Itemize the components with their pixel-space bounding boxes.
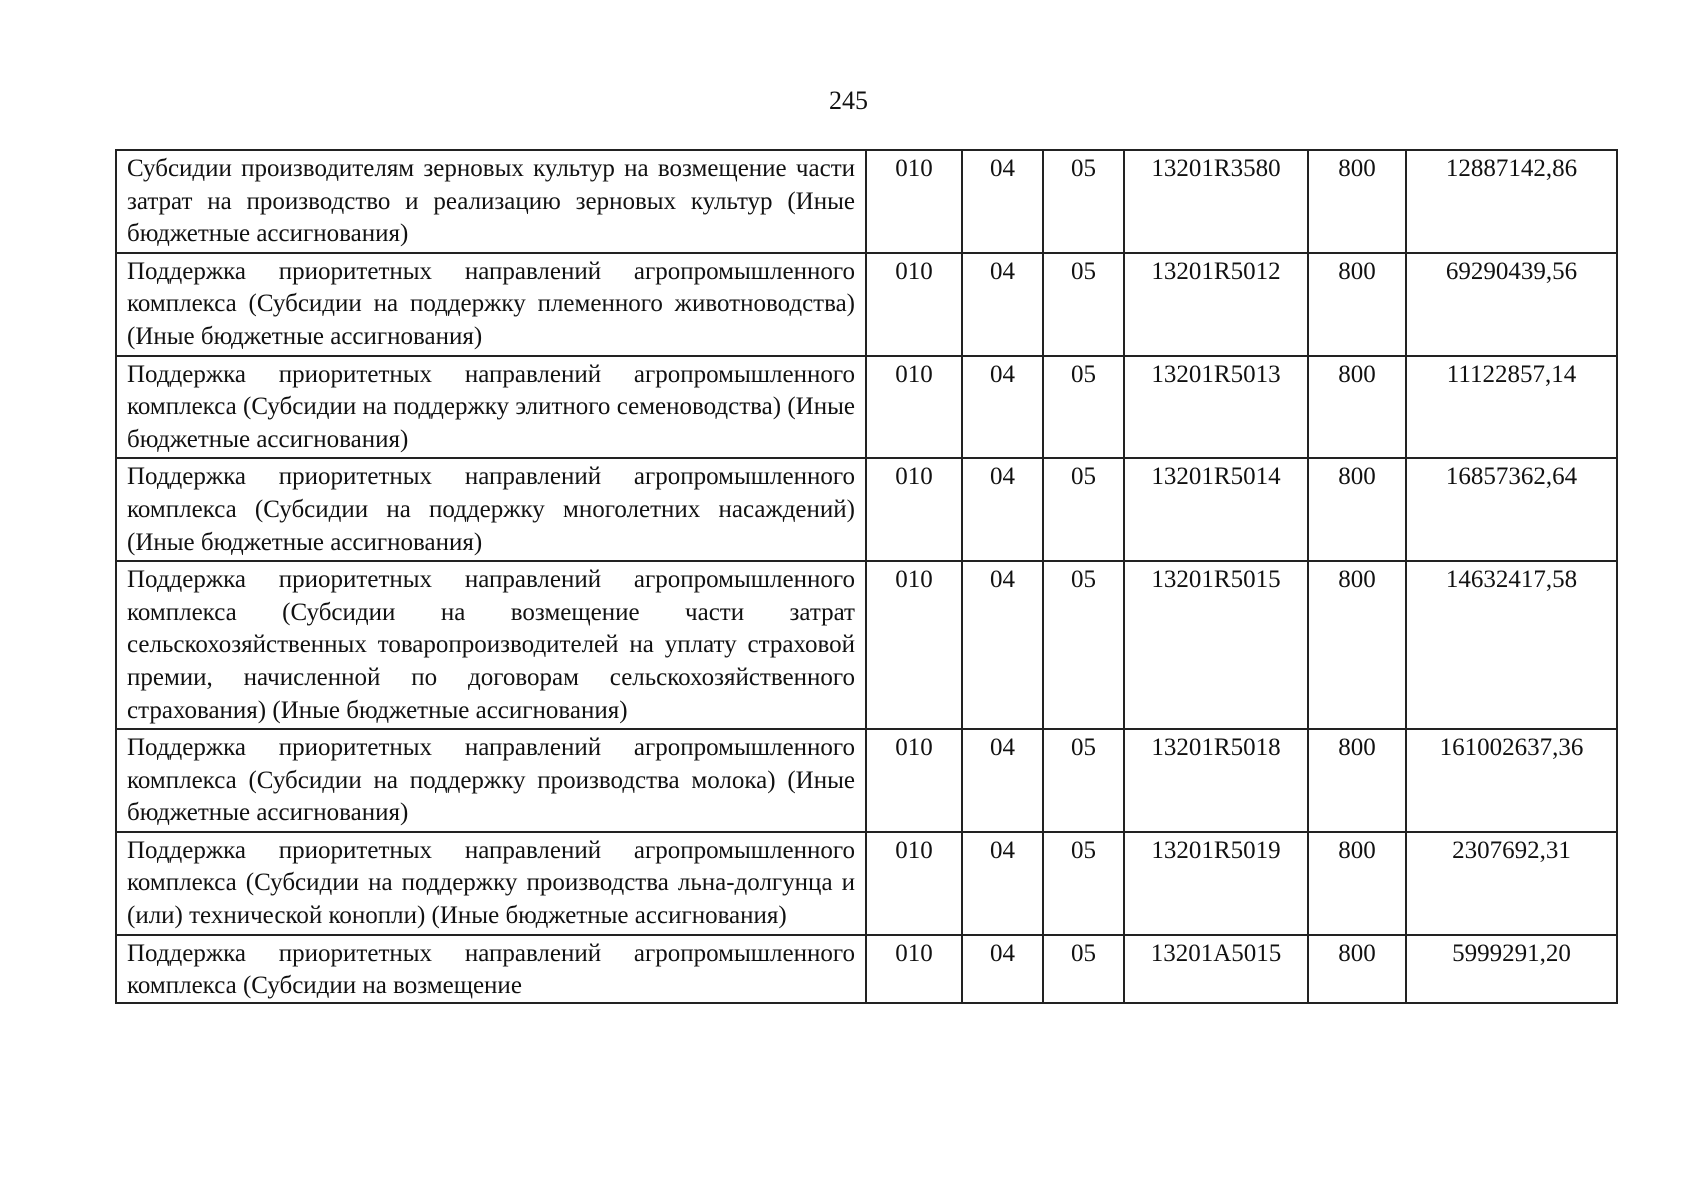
row-csr-code: 13201R5012 xyxy=(1124,253,1308,356)
row-vr-code: 800 xyxy=(1308,935,1406,1003)
row-gr-code: 010 xyxy=(866,935,962,1003)
row-csr-code: 13201R5019 xyxy=(1124,832,1308,935)
row-csr-code: 13201R5014 xyxy=(1124,458,1308,561)
row-description-text: Поддержка приоритетных направлений агропромышленного комплекса (Субсидии на возмещение xyxy=(127,939,855,1000)
row-sum: 2307692,31 xyxy=(1406,832,1617,935)
row-rz-code: 04 xyxy=(962,253,1043,356)
row-sum: 14632417,58 xyxy=(1406,561,1617,729)
row-vr-code: 800 xyxy=(1308,253,1406,356)
row-sum: 69290439,56 xyxy=(1406,253,1617,356)
row-rz-code: 04 xyxy=(962,356,1043,459)
row-csr-code: 13201A5015 xyxy=(1124,935,1308,1003)
row-vr-code: 800 xyxy=(1308,729,1406,832)
budget-table xyxy=(115,149,1618,1004)
row-description: Поддержка приоритетных направлений агропромышленного комплекса (Субсидии на поддержку многолетних насаждений) (Иные бюджетные ассигнования) xyxy=(116,458,866,561)
row-csr-code: 13201R5015 xyxy=(1124,561,1308,729)
row-description: Поддержка приоритетных направлений агропромышленного комплекса (Субсидии на поддержку элитного семеноводства) (Иные бюджетные ассигнования) xyxy=(116,356,866,459)
row-sum: 5999291,20 xyxy=(1406,935,1617,1003)
row-pr-code: 05 xyxy=(1043,832,1124,935)
row-csr-code: 13201R5018 xyxy=(1124,729,1308,832)
table-row xyxy=(116,253,1617,356)
row-sum: 161002637,36 xyxy=(1406,729,1617,832)
row-gr-code: 010 xyxy=(866,832,962,935)
row-gr-code: 010 xyxy=(866,150,962,253)
row-rz-code: 04 xyxy=(962,561,1043,729)
table-row xyxy=(116,150,1617,253)
row-pr-code: 05 xyxy=(1043,458,1124,561)
row-pr-code: 05 xyxy=(1043,150,1124,253)
row-description: Поддержка приоритетных направлений агропромышленного комплекса (Субсидии на поддержку производства молока) (Иные бюджетные ассигнования) xyxy=(116,729,866,832)
row-sum: 16857362,64 xyxy=(1406,458,1617,561)
row-csr-code: 13201R3580 xyxy=(1124,150,1308,253)
page-number: 245 xyxy=(829,86,868,115)
table-row xyxy=(116,356,1617,459)
row-description xyxy=(116,935,866,1003)
row-vr-code: 800 xyxy=(1308,561,1406,729)
row-pr-code: 05 xyxy=(1043,561,1124,729)
row-gr-code: 010 xyxy=(866,253,962,356)
table-row xyxy=(116,729,1617,832)
row-vr-code: 800 xyxy=(1308,356,1406,459)
row-rz-code: 04 xyxy=(962,729,1043,832)
row-description: Субсидии производителям зерновых культур на возмещение части затрат на производство и реализацию зерновых культур (Иные бюджетные ассигнования) xyxy=(116,150,866,253)
row-pr-code: 05 xyxy=(1043,935,1124,1003)
table-row xyxy=(116,561,1617,729)
row-gr-code: 010 xyxy=(866,561,962,729)
row-pr-code: 05 xyxy=(1043,729,1124,832)
row-vr-code: 800 xyxy=(1308,832,1406,935)
row-sum: 11122857,14 xyxy=(1406,356,1617,459)
row-rz-code: 04 xyxy=(962,832,1043,935)
row-gr-code: 010 xyxy=(866,458,962,561)
row-pr-code: 05 xyxy=(1043,253,1124,356)
row-rz-code: 04 xyxy=(962,150,1043,253)
row-rz-code: 04 xyxy=(962,935,1043,1003)
row-sum: 12887142,86 xyxy=(1406,150,1617,253)
table-row xyxy=(116,458,1617,561)
row-description: Поддержка приоритетных направлений агропромышленного комплекса (Субсидии на поддержку племенного животноводства) (Иные бюджетные ассигнования) xyxy=(116,253,866,356)
table-row xyxy=(116,832,1617,935)
table-row xyxy=(116,935,1617,1003)
row-gr-code: 010 xyxy=(866,729,962,832)
row-vr-code: 800 xyxy=(1308,458,1406,561)
row-gr-code: 010 xyxy=(866,356,962,459)
row-vr-code: 800 xyxy=(1308,150,1406,253)
row-description: Поддержка приоритетных направлений агропромышленного комплекса (Субсидии на поддержку производства льна-долгунца и (или) технической конопли) (Иные бюджетные ассигнования) xyxy=(116,832,866,935)
row-rz-code: 04 xyxy=(962,458,1043,561)
row-pr-code: 05 xyxy=(1043,356,1124,459)
row-description: Поддержка приоритетных направлений агропромышленного комплекса (Субсидии на возмещение части затрат сельскохозяйственных товаропроизводителей на уплату страховой премии, начисленной по договорам сельскохозяйственного страхования) (Иные бюджетные ассигнования) xyxy=(116,561,866,729)
row-csr-code: 13201R5013 xyxy=(1124,356,1308,459)
